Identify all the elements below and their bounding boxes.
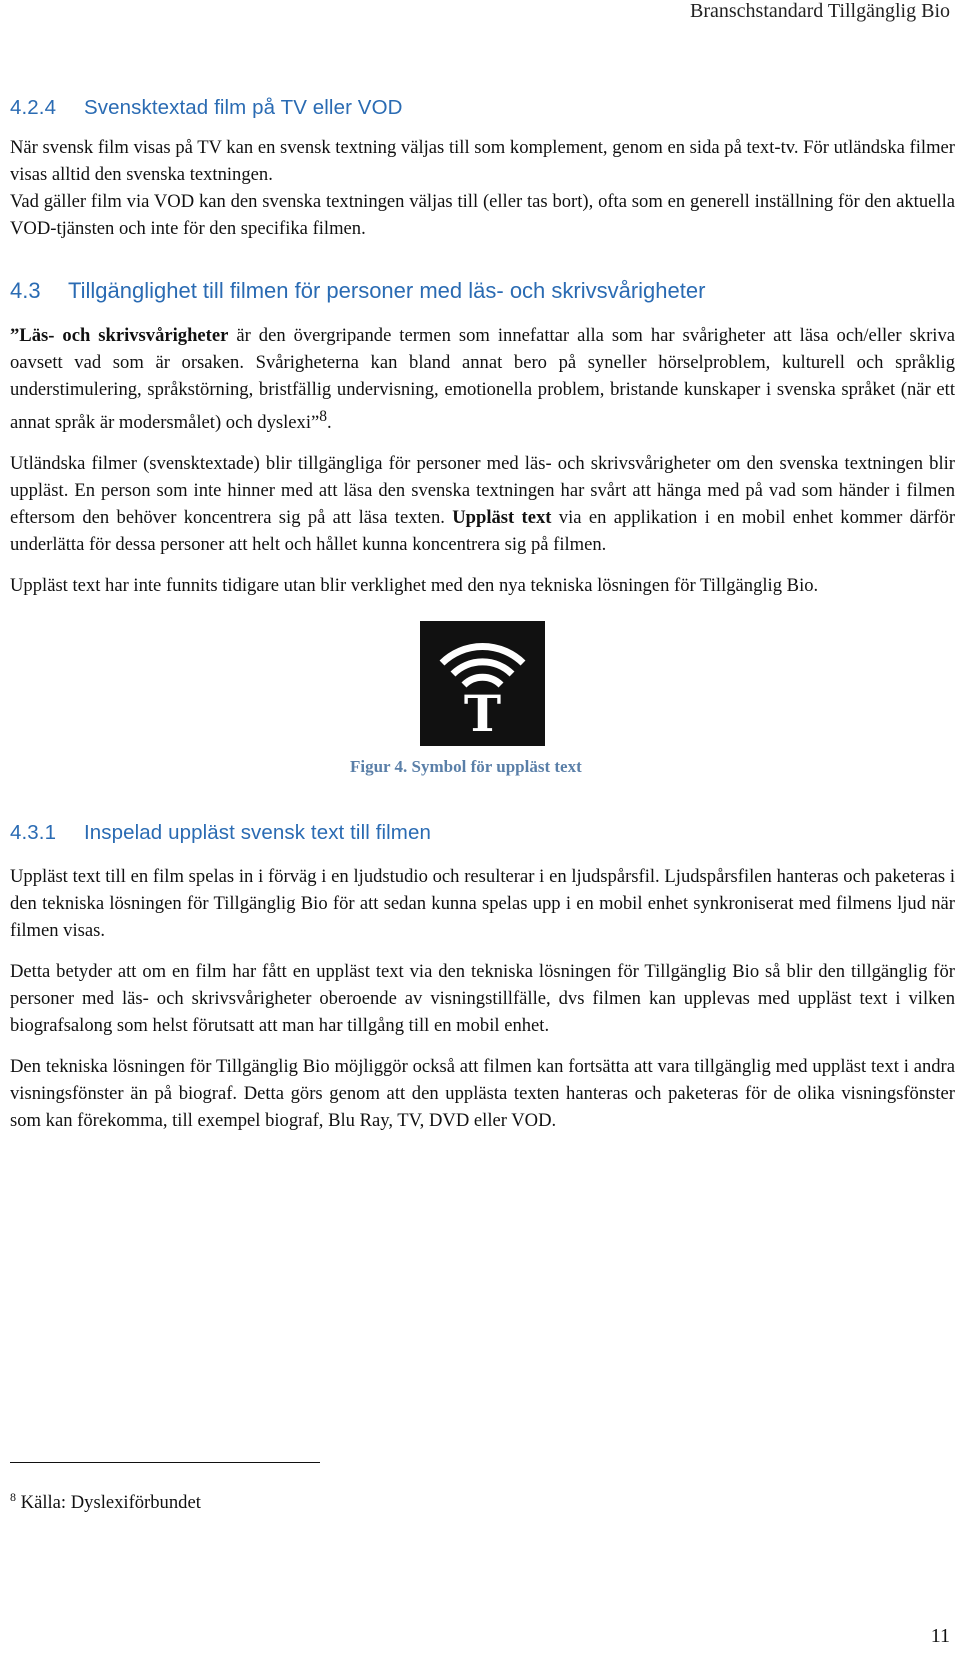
- paragraph: Uppläst text till en film spelas in i förväg i en ljudstudio och resulterar i en ljudspårsfil. Ljudspårsfilen hanteras och paketeras i den tekniska lösningen för Tillgänglig Bio för att sedan kunna spelas upp i en mobil enhet synkroniserat med filmens ljud när filmen visas.: [10, 866, 955, 942]
- paragraph: [10, 450, 955, 558]
- figure-4: [10, 621, 955, 821]
- footnote: [10, 1490, 201, 1514]
- bold-term: Läs- och skrivsvårigheter: [19, 325, 229, 346]
- paragraph: Vad gäller film via VOD kan den svenska textningen väljas till (eller tas bort), ofta som en generell inställning för den aktuella VOD-tjänsten och inte för den specifika filmen.: [10, 191, 955, 239]
- section-number: 4.3.1: [10, 821, 57, 845]
- paragraph-definition: [10, 322, 955, 436]
- paragraph-text: via en applikation i en mobil enhet kommer därför underlätta för dessa personer att helt och hållet kunna koncentrera sig på filmen.: [10, 507, 956, 556]
- read-aloud-text-icon: [420, 621, 545, 746]
- section-title: Inspelad uppläst svensk text till filmen: [84, 821, 431, 845]
- symbol-letter: T: [463, 684, 502, 744]
- quote-open: ”: [10, 325, 20, 346]
- paragraph: Detta betyder att om en film har fått en uppläst text via den tekniska lösningen för Tillgänglig Bio så blir den tillgänglig för personer med läs- och skrivsvårigheter oberoende av visningstillfälle, dvs filmen kan upplevas med uppläst text i vilken biografsalong som helst förutsatt att man har tillgång till en mobil enhet.: [10, 961, 955, 1037]
- footnote-reference[interactable]: 8: [319, 408, 328, 425]
- footnote-text: Källa: Dyslexiförbundet: [16, 1492, 201, 1514]
- paragraph-text: är den övergripande termen som innefattar alla som har svårigheter att läsa och/eller skriva oavsett vad som är orsaken. Svårigheterna kan bland annat bero på syneller hörselproblem, kulturell och språklig understimulering, språkstörning, bristfällig undervisning, emotionella problem, bristande kunskaper i svenska språket (när ett annat språk är modersmålet) och dyslexi: [10, 325, 955, 434]
- page-content: [10, 96, 955, 1148]
- paragraph: Den tekniska lösningen för Tillgänglig Bio möjliggör också att filmen kan fortsätta att vara tillgänglig med uppläst text i andra visningsfönster än på biograf. Detta görs genom att den upplästa texten hanteras och paketeras för de olika visningsfönster som kan förekomma, till exempel biograf, Blu Ray, TV, DVD eller VOD.: [10, 1056, 955, 1132]
- section-title: Tillgänglighet till filmen för personer med läs- och skrivsvårigheter: [68, 278, 706, 303]
- quote-close: ”: [311, 412, 320, 434]
- paragraph-end: .: [327, 412, 332, 434]
- paragraph: När svensk film visas på TV kan en svensk textning väljas till som komplement, genom en sida på text-tv. För utländska filmer visas alltid den svenska textningen.: [10, 137, 955, 185]
- figure-caption: Figur 4. Symbol för uppläst text: [350, 757, 582, 777]
- paragraph: Uppläst text har inte funnits tidigare utan blir verklighet med den nya tekniska lösningen för Tillgänglig Bio.: [10, 575, 819, 597]
- footnote-number: 8: [10, 1490, 16, 1504]
- running-header: Branschstandard Tillgänglig Bio: [690, 0, 950, 22]
- paragraph-text: Utländska filmer (svensktextade) blir tillgängliga för personer med läs- och skrivsvårigheter om den svenska textningen blir uppläst. En person som inte hinner med att läsa den svenska textningen har svårt att hänga med på vad som händer i filmen eftersom den behöver koncentrera sig på att läsa texten.: [10, 453, 955, 529]
- section-heading-4-2-4: [10, 96, 955, 120]
- section-title: Svensktextad film på TV eller VOD: [84, 96, 403, 119]
- bold-term: Uppläst text: [452, 507, 552, 529]
- section-heading-4-3-1: [10, 821, 955, 845]
- footnote-divider: [10, 1462, 320, 1463]
- section-number: 4.3: [10, 278, 41, 303]
- section-number: 4.2.4: [10, 96, 57, 119]
- section-heading-4-3: [10, 278, 955, 304]
- page-number: 11: [930, 1625, 950, 1647]
